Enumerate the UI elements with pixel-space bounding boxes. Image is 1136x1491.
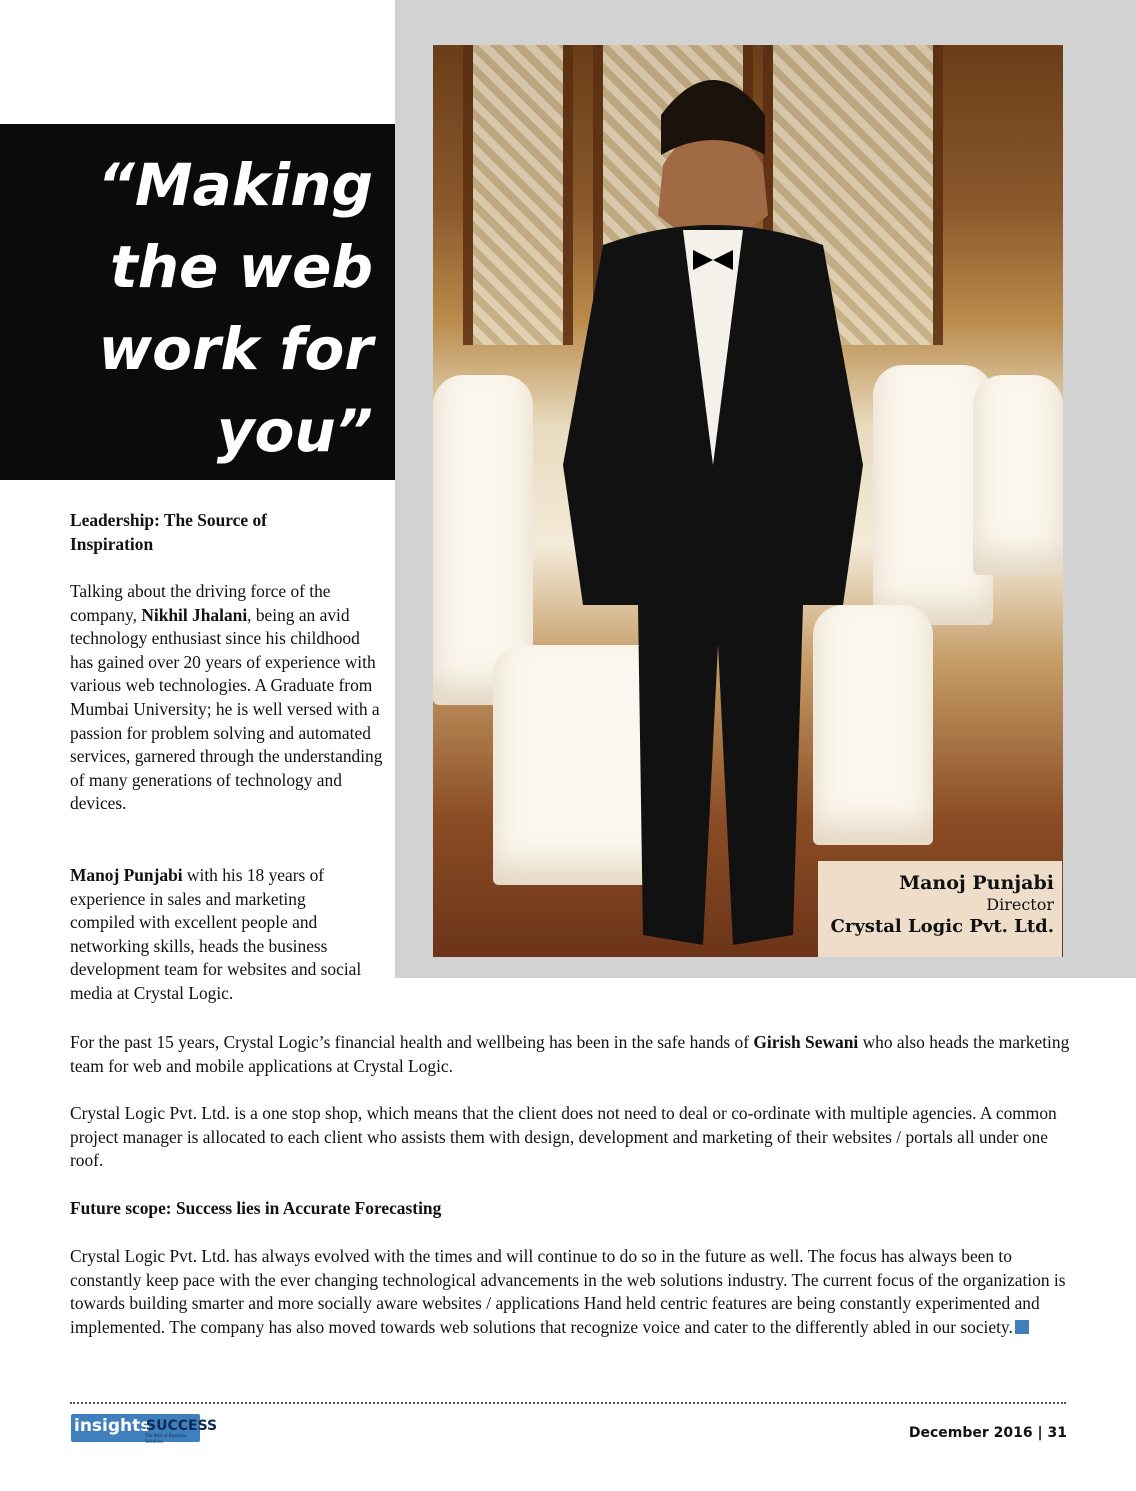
- pull-quote: [0, 124, 395, 480]
- paragraph-one-stop-shop: [70, 1102, 1070, 1173]
- logo-accent-text: SUCCESS: [146, 1418, 218, 1434]
- person-name: Girish Sewani: [753, 1032, 859, 1052]
- heading-line: Inspiration: [70, 533, 154, 554]
- caption-name: Manoj Punjabi: [899, 872, 1054, 894]
- quote-line: you”: [216, 397, 373, 465]
- text-run: Crystal Logic Pvt. Ltd. has always evolved with the times and will continue to do so in the future as well. The focus has always been to constantly keep pace with the ever changing technological advancements in the web solutions industry. The current focus of the organization is towards building smarter and more socially aware websites / applications Hand held centric features are being constantly experimented and implemented. The company has also moved towards web solutions that recognize voice and cater to the differently abled in our society.: [70, 1246, 1066, 1337]
- quote-line: “Making: [97, 151, 373, 219]
- person-name: Manoj Punjabi: [70, 865, 183, 885]
- logo-tagline: The Best of Business Solutions: [145, 1433, 187, 1444]
- pull-quote-text: [13, 144, 373, 472]
- footer-date-page: December 2016 | 31: [908, 1425, 1067, 1441]
- end-mark-icon: [1015, 1320, 1029, 1334]
- logo-main-text: insights: [74, 1416, 151, 1436]
- leadership-heading: [70, 509, 382, 556]
- quote-line: work for: [98, 315, 373, 383]
- heading-line: Leadership: The Source of: [70, 510, 267, 530]
- text-run: Talking about the driving force of the company,: [70, 581, 331, 625]
- text-run: with his 18 years of experience in sales and marketing compiled with excellent people and networking skills, heads the business development team for websites and social media at Crystal Logic.: [70, 865, 362, 1003]
- paragraph-nikhil: [70, 580, 384, 816]
- person-figure: [543, 45, 883, 957]
- paragraph-future: [70, 1245, 1070, 1339]
- insights-success-logo: [71, 1414, 218, 1444]
- portrait-photo: [433, 45, 1063, 957]
- future-heading: [70, 1197, 1070, 1221]
- quote-line: the web: [110, 233, 373, 301]
- text-run: who also heads the marketing team for web and mobile applications at Crystal Logic.: [70, 1032, 1070, 1076]
- heading-line: Future scope: Success lies in Accurate Forecasting: [70, 1198, 442, 1218]
- caption-title: Director: [986, 895, 1054, 914]
- caption-company: Crystal Logic Pvt. Ltd.: [830, 916, 1054, 937]
- person-name: Nikhil Jhalani: [141, 604, 248, 625]
- photo-caption: [818, 861, 1062, 957]
- text-run: For the past 15 years, Crystal Logic’s financial health and wellbeing has been in the safe hands of: [70, 1032, 754, 1052]
- paragraph-manoj: [70, 864, 370, 1006]
- chair: [973, 375, 1063, 575]
- text-run: , being an avid technology enthusiast since his childhood has gained over 20 years of experience with various web technologies. A Graduate from Mumbai University; he is well versed with a passion for problem solving and automated services, garnered through the understanding of many generations of technology and devices.: [70, 604, 383, 814]
- footer-divider: [70, 1402, 1066, 1404]
- paragraph-girish: [70, 1031, 1070, 1078]
- text-run: Crystal Logic Pvt. Ltd. is a one stop shop, which means that the client does not need to deal or co-ordinate with multiple agencies. A common project manager is allocated to each client who assists them with design, development and marketing of their websites / portals all under one roof.: [70, 1103, 1057, 1171]
